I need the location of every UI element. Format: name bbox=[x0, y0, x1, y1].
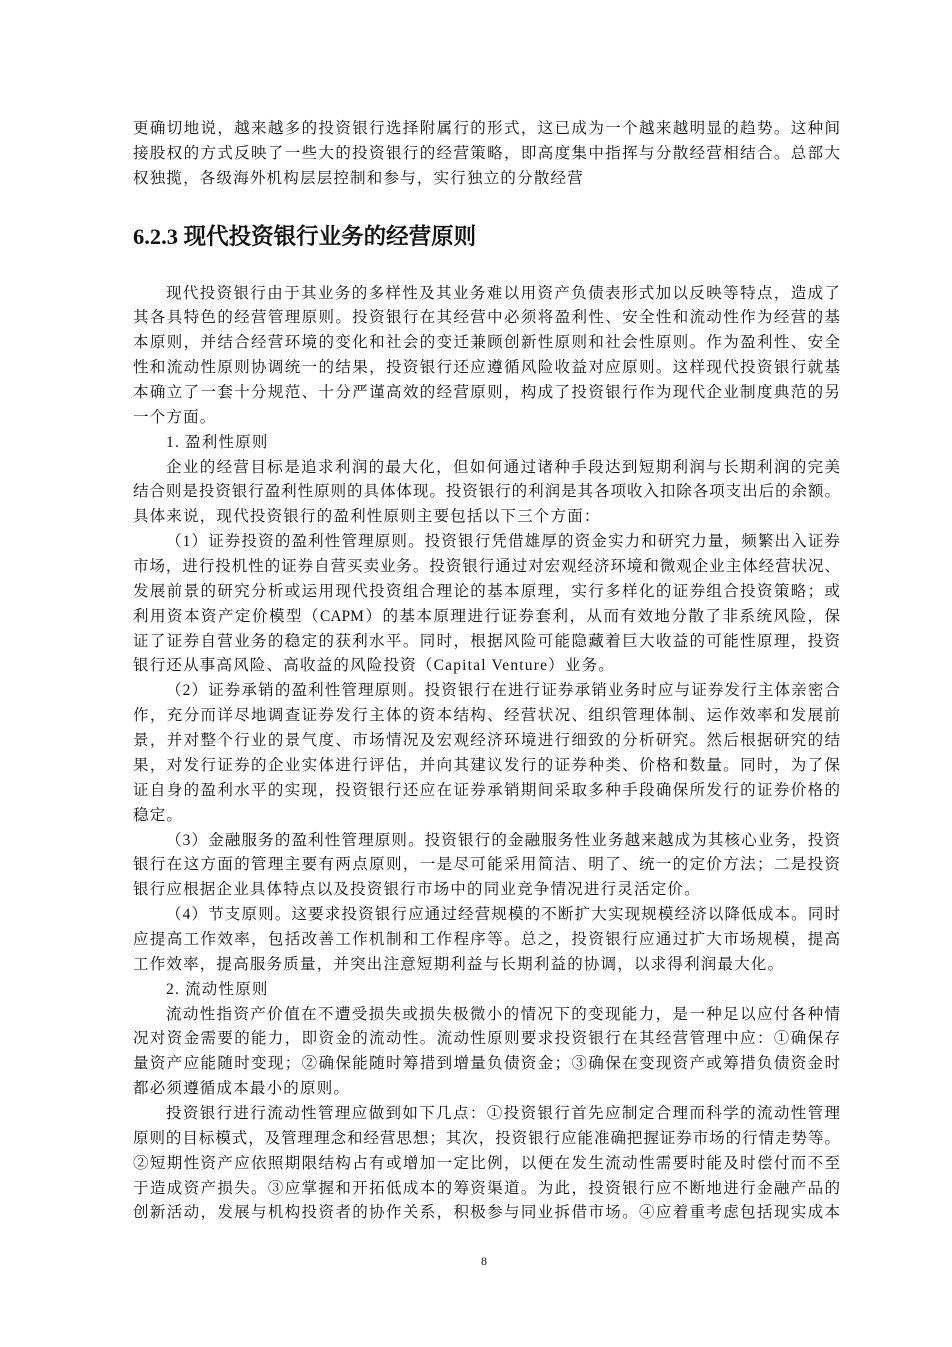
paragraph-line: 银行在这方面的管理主要有两点原则，一是尽可能采用简洁、明了、统一的定价方法；二是投资 bbox=[133, 856, 840, 874]
paragraph-line: （3）金融服务的盈利性管理原则。投资银行的金融服务性业务越来越成为其核心业务，投资 bbox=[166, 831, 840, 849]
section-heading: 6.2.3 现代投资银行业务的经营原则 bbox=[133, 224, 477, 249]
paragraph-line: 都必须遵循成本最小的原则。 bbox=[133, 1080, 351, 1098]
paragraph-line: 投资银行进行流动性管理应做到如下几点：①投资银行首先应制定合理而科学的流动性管理 bbox=[166, 1104, 840, 1122]
paragraph bbox=[133, 282, 840, 431]
subheading: 2. 流动性原则 bbox=[166, 980, 269, 998]
paragraph bbox=[133, 456, 840, 531]
paragraph-line: 应提高工作效率，包括改善工作机制和工作程序等。总之，投资银行应通过扩大市场规模，提高 bbox=[133, 930, 840, 948]
paragraph bbox=[133, 1003, 840, 1102]
paragraph-line: 性和流动性原则协调统一的结果，投资银行还应遵循风险收益对应原则。这样现代投资银行就基 bbox=[133, 359, 840, 377]
paragraph-line: 证了证券自营业务的稳定的获利水平。同时，根据风险可能隐藏着巨大收益的可能性原理，投资 bbox=[133, 632, 840, 650]
paragraph-line: 流动性指资产价值在不遭受损失或损失极微小的情况下的变现能力，是一种足以应付各种情 bbox=[166, 1005, 840, 1023]
paragraph-line: 景，并对整个行业的景气度、市场情况及宏观经济环境进行细致的分析研究。然后根据研究的结 bbox=[133, 732, 840, 750]
paragraph-line: （4）节支原则。这要求投资银行应通过经营规模的不断扩大实现规模经济以降低成本。同时 bbox=[166, 906, 840, 924]
paragraph-line: 市场，进行投机性的证券自营买卖业务。投资银行通过对宏观经济环境和微观企业主体经营状况、 bbox=[133, 558, 840, 576]
paragraph-line: 稳定。 bbox=[133, 806, 184, 824]
paragraph-line: 原则的目标模式，及管理理念和经营思想；其次，投资银行应能准确把握证券市场的行情走势等。 bbox=[133, 1129, 840, 1147]
paragraph-line: 作，充分而详尽地调查证券发行主体的资本结构、经营状况、组织管理体制、运作效率和发展前 bbox=[133, 707, 840, 725]
paragraph-line: 结合则是投资银行盈利性原则的具体体现。投资银行的利润是其各项收入扣除各项支出后的余额。 bbox=[133, 483, 840, 501]
page-number: 8 bbox=[481, 1254, 487, 1268]
paragraph-line: 现代投资银行由于其业务的多样性及其业务难以用资产负债表形式加以反映等特点，造成了 bbox=[166, 284, 840, 302]
subheading: 1. 盈利性原则 bbox=[166, 433, 269, 451]
paragraph-line: 发展前景的研究分析或运用现代投资组合理论的基本原理，实行多样化的证券组合投资策略；或 bbox=[133, 582, 840, 600]
paragraph-line: 银行应根据企业具体特点以及投资银行市场中的同业竞争情况进行灵活定价。 bbox=[133, 881, 701, 899]
section-body bbox=[133, 282, 840, 1227]
paragraph-line: 银行还从事高风险、高收益的风险投资（Capital Venture）业务。 bbox=[133, 657, 615, 675]
continued-paragraph bbox=[133, 116, 840, 191]
paragraph-line: 其各具特色的经营管理原则。投资银行在其经营中必须将盈利性、安全性和流动性作为经营的基 bbox=[133, 309, 840, 327]
paragraph-line: 接股权的方式反映了一些大的投资银行的经营策略，即高度集中指挥与分散经营相结合。总部大 bbox=[133, 144, 840, 162]
paragraph-line: ②短期性资产应依照期限结构占有或增加一定比例，以便在发生流动性需要时能及时偿付而不至 bbox=[133, 1154, 840, 1172]
paragraph-line: 果，对发行证券的企业实体进行评估，并向其建议发行的证券种类、价格和数量。同时，为了保 bbox=[133, 756, 840, 774]
paragraph-line: 利用资本资产定价模型（CAPM）的基本原理进行证券套利，从而有效地分散了非系统风险，保 bbox=[133, 607, 840, 625]
paragraph-line: 更确切地说，越来越多的投资银行选择附属行的形式，这已成为一个越来越明显的趋势。这种间 bbox=[133, 119, 840, 137]
paragraph-line: 量资产应能随时变现；②确保能随时筹措到增量负债资金；③确保在变现资产或筹措负债资金时 bbox=[133, 1055, 840, 1073]
paragraph bbox=[133, 679, 840, 828]
paragraph bbox=[133, 829, 840, 904]
paragraph-line: 证自身的盈利水平的实现，投资银行还应在证券承销期间采取多种手段确保所发行的证券价格的 bbox=[133, 781, 840, 799]
paragraph-line: 本原则，并结合经营环境的变化和社会的变迁兼顾创新性原则和社会性原则。作为盈利性、安全 bbox=[133, 334, 840, 352]
paragraph-line: 工作效率，提高服务质量，并突出注意短期利益与长期利益的协调，以求得利润最大化。 bbox=[133, 955, 785, 973]
paragraph-line: （2）证券承销的盈利性管理原则。投资银行在进行证券承销业务时应与证券发行主体亲密合 bbox=[166, 682, 840, 700]
paragraph-line: 一个方面。 bbox=[133, 408, 217, 426]
paragraph bbox=[133, 1102, 840, 1226]
paragraph-line: 权独揽，各级海外机构层层控制和参与，实行独立的分散经营 bbox=[133, 169, 584, 187]
paragraph-line: 创新活动，发展与机构投资者的协作关系，积极参与同业拆借市场。④应着重考虑包括现实成本 bbox=[133, 1204, 840, 1222]
paragraph-line: 具体来说，现代投资银行的盈利性原则主要包括以下三个方面： bbox=[133, 508, 601, 526]
paragraph-line: 于造成资产损失。③应掌握和开拓低成本的筹资渠道。为此，投资银行应不断地进行金融产品的 bbox=[133, 1179, 840, 1197]
paragraph-line: 况对资金需要的能力，即资金的流动性。流动性原则要求投资银行在其经营管理中应：①确保存 bbox=[133, 1030, 840, 1048]
paragraph-line: （1）证券投资的盈利性管理原则。投资银行凭借雄厚的资金实力和研究力量，频繁出入证券 bbox=[166, 533, 840, 551]
paragraph bbox=[133, 530, 840, 679]
paragraph bbox=[133, 903, 840, 978]
paragraph-line: 企业的经营目标是追求利润的最大化，但如何通过诸种手段达到短期利润与长期利润的完美 bbox=[166, 458, 840, 476]
paragraph-line: 本确立了一套十分规范、十分严谨高效的经营原则，构成了投资银行作为现代企业制度典范的另 bbox=[133, 384, 840, 402]
